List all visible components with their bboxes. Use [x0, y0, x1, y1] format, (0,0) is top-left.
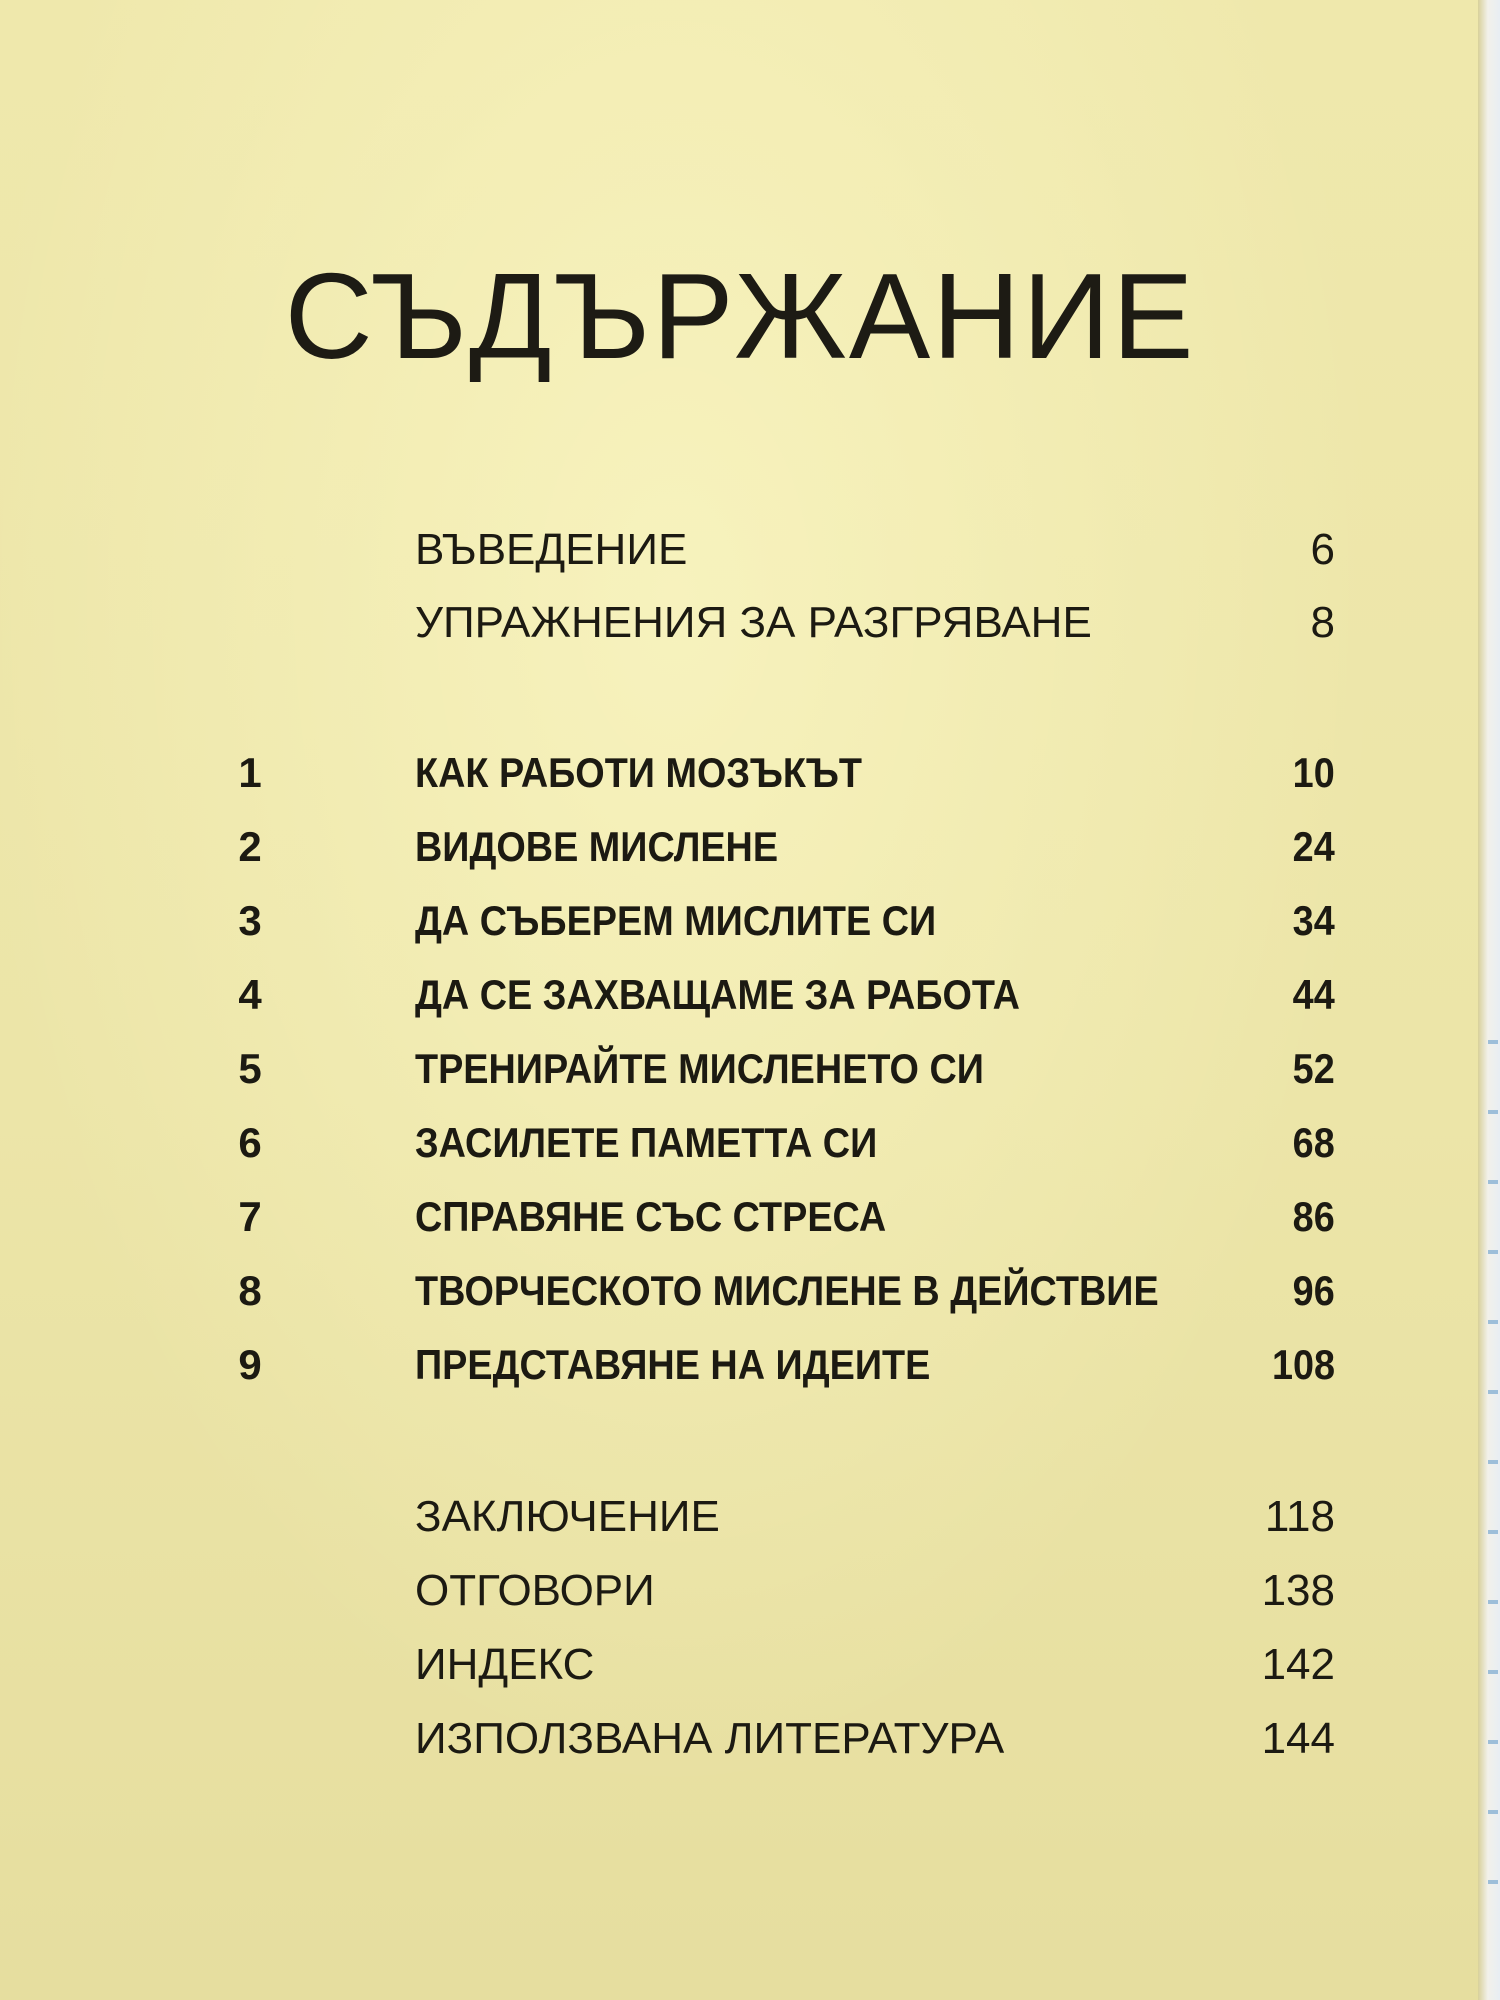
toc-entry-answers: [230, 1561, 1335, 1621]
toc-chapter-6: [230, 1113, 1335, 1173]
chapter-number: 3: [238, 897, 262, 944]
chapter-number: 2: [238, 823, 262, 870]
toc-entry-page: 118: [1264, 1492, 1335, 1541]
chapter-number: 8: [238, 1267, 262, 1314]
toc-entry-conclusion: [230, 1487, 1335, 1547]
chapter-page: 10: [1292, 749, 1335, 796]
toc-entry-page: 8: [1310, 598, 1335, 647]
toc-entry-label: ЗАКЛЮЧЕНИЕ: [415, 1492, 720, 1541]
toc-entry-label: ИНДЕКС: [415, 1640, 595, 1689]
chapter-page: 68: [1292, 1119, 1335, 1166]
chapter-title: ДА СЕ ЗАХВАЩАМЕ ЗА РАБОТА: [415, 971, 1020, 1018]
toc-entry-bibliography: [230, 1709, 1335, 1769]
toc-entry-page: 6: [1310, 525, 1335, 574]
chapter-title: ВИДОВЕ МИСЛЕНЕ: [415, 823, 779, 870]
chapter-number: 9: [238, 1341, 262, 1388]
toc-entry-warmup: [230, 593, 1335, 653]
chapter-page: 108: [1271, 1341, 1335, 1388]
chapter-title: ТРЕНИРАЙТЕ МИСЛЕНЕТО СИ: [415, 1045, 984, 1092]
toc-entry-label: ОТГОВОРИ: [415, 1566, 655, 1615]
chapter-title: ТВОРЧЕСКОТО МИСЛЕНЕ В ДЕЙСТВИЕ: [415, 1267, 1159, 1314]
chapter-number: 4: [238, 971, 262, 1018]
toc-chapter-4: [230, 965, 1335, 1025]
chapter-page: 24: [1292, 823, 1335, 870]
chapter-page: 52: [1292, 1045, 1335, 1092]
chapter-title: КАК РАБОТИ МОЗЪКЪТ: [415, 749, 862, 796]
chapter-page: 44: [1292, 971, 1335, 1018]
chapter-title: ПРЕДСТАВЯНЕ НА ИДЕИТЕ: [415, 1341, 931, 1388]
toc-chapter-8: [230, 1261, 1335, 1321]
toc-chapter-2: [230, 817, 1335, 877]
toc-entry-label: ВЪВЕДЕНИЕ: [415, 525, 688, 574]
chapter-title: ЗАСИЛЕТЕ ПАМЕТТА СИ: [415, 1119, 878, 1166]
toc-chapter-7: [230, 1187, 1335, 1247]
page-edge: [1478, 0, 1500, 2000]
chapter-page: 86: [1292, 1193, 1335, 1240]
chapter-page: 96: [1292, 1267, 1335, 1314]
toc-entry-page: 142: [1261, 1640, 1335, 1689]
chapter-page: 34: [1292, 897, 1335, 944]
toc-entry-page: 138: [1261, 1566, 1335, 1615]
toc-chapter-1: [230, 743, 1335, 803]
toc-entry-index: [230, 1635, 1335, 1695]
chapter-number: 6: [238, 1119, 262, 1166]
toc-entry-introduction: [230, 520, 1335, 580]
chapter-title: СПРАВЯНЕ СЪС СТРЕСА: [415, 1193, 887, 1240]
page-title: СЪДЪРЖАНИЕ: [284, 248, 1196, 384]
toc-chapter-5: [230, 1039, 1335, 1099]
chapter-number: 7: [238, 1193, 262, 1240]
toc-entry-page: 144: [1261, 1714, 1335, 1763]
toc-entry-label: ИЗПОЛЗВАНА ЛИТЕРАТУРА: [415, 1714, 1005, 1763]
toc-chapter-3: [230, 891, 1335, 951]
chapter-number: 1: [238, 749, 262, 796]
edge-ruler-marks: [1488, 1000, 1498, 1900]
chapter-number: 5: [238, 1045, 262, 1092]
toc-entry-label: УПРАЖНЕНИЯ ЗА РАЗГРЯВАНЕ: [415, 598, 1092, 647]
chapter-title: ДА СЪБЕРЕМ МИСЛИТЕ СИ: [415, 897, 937, 944]
toc-chapter-9: [230, 1335, 1335, 1395]
